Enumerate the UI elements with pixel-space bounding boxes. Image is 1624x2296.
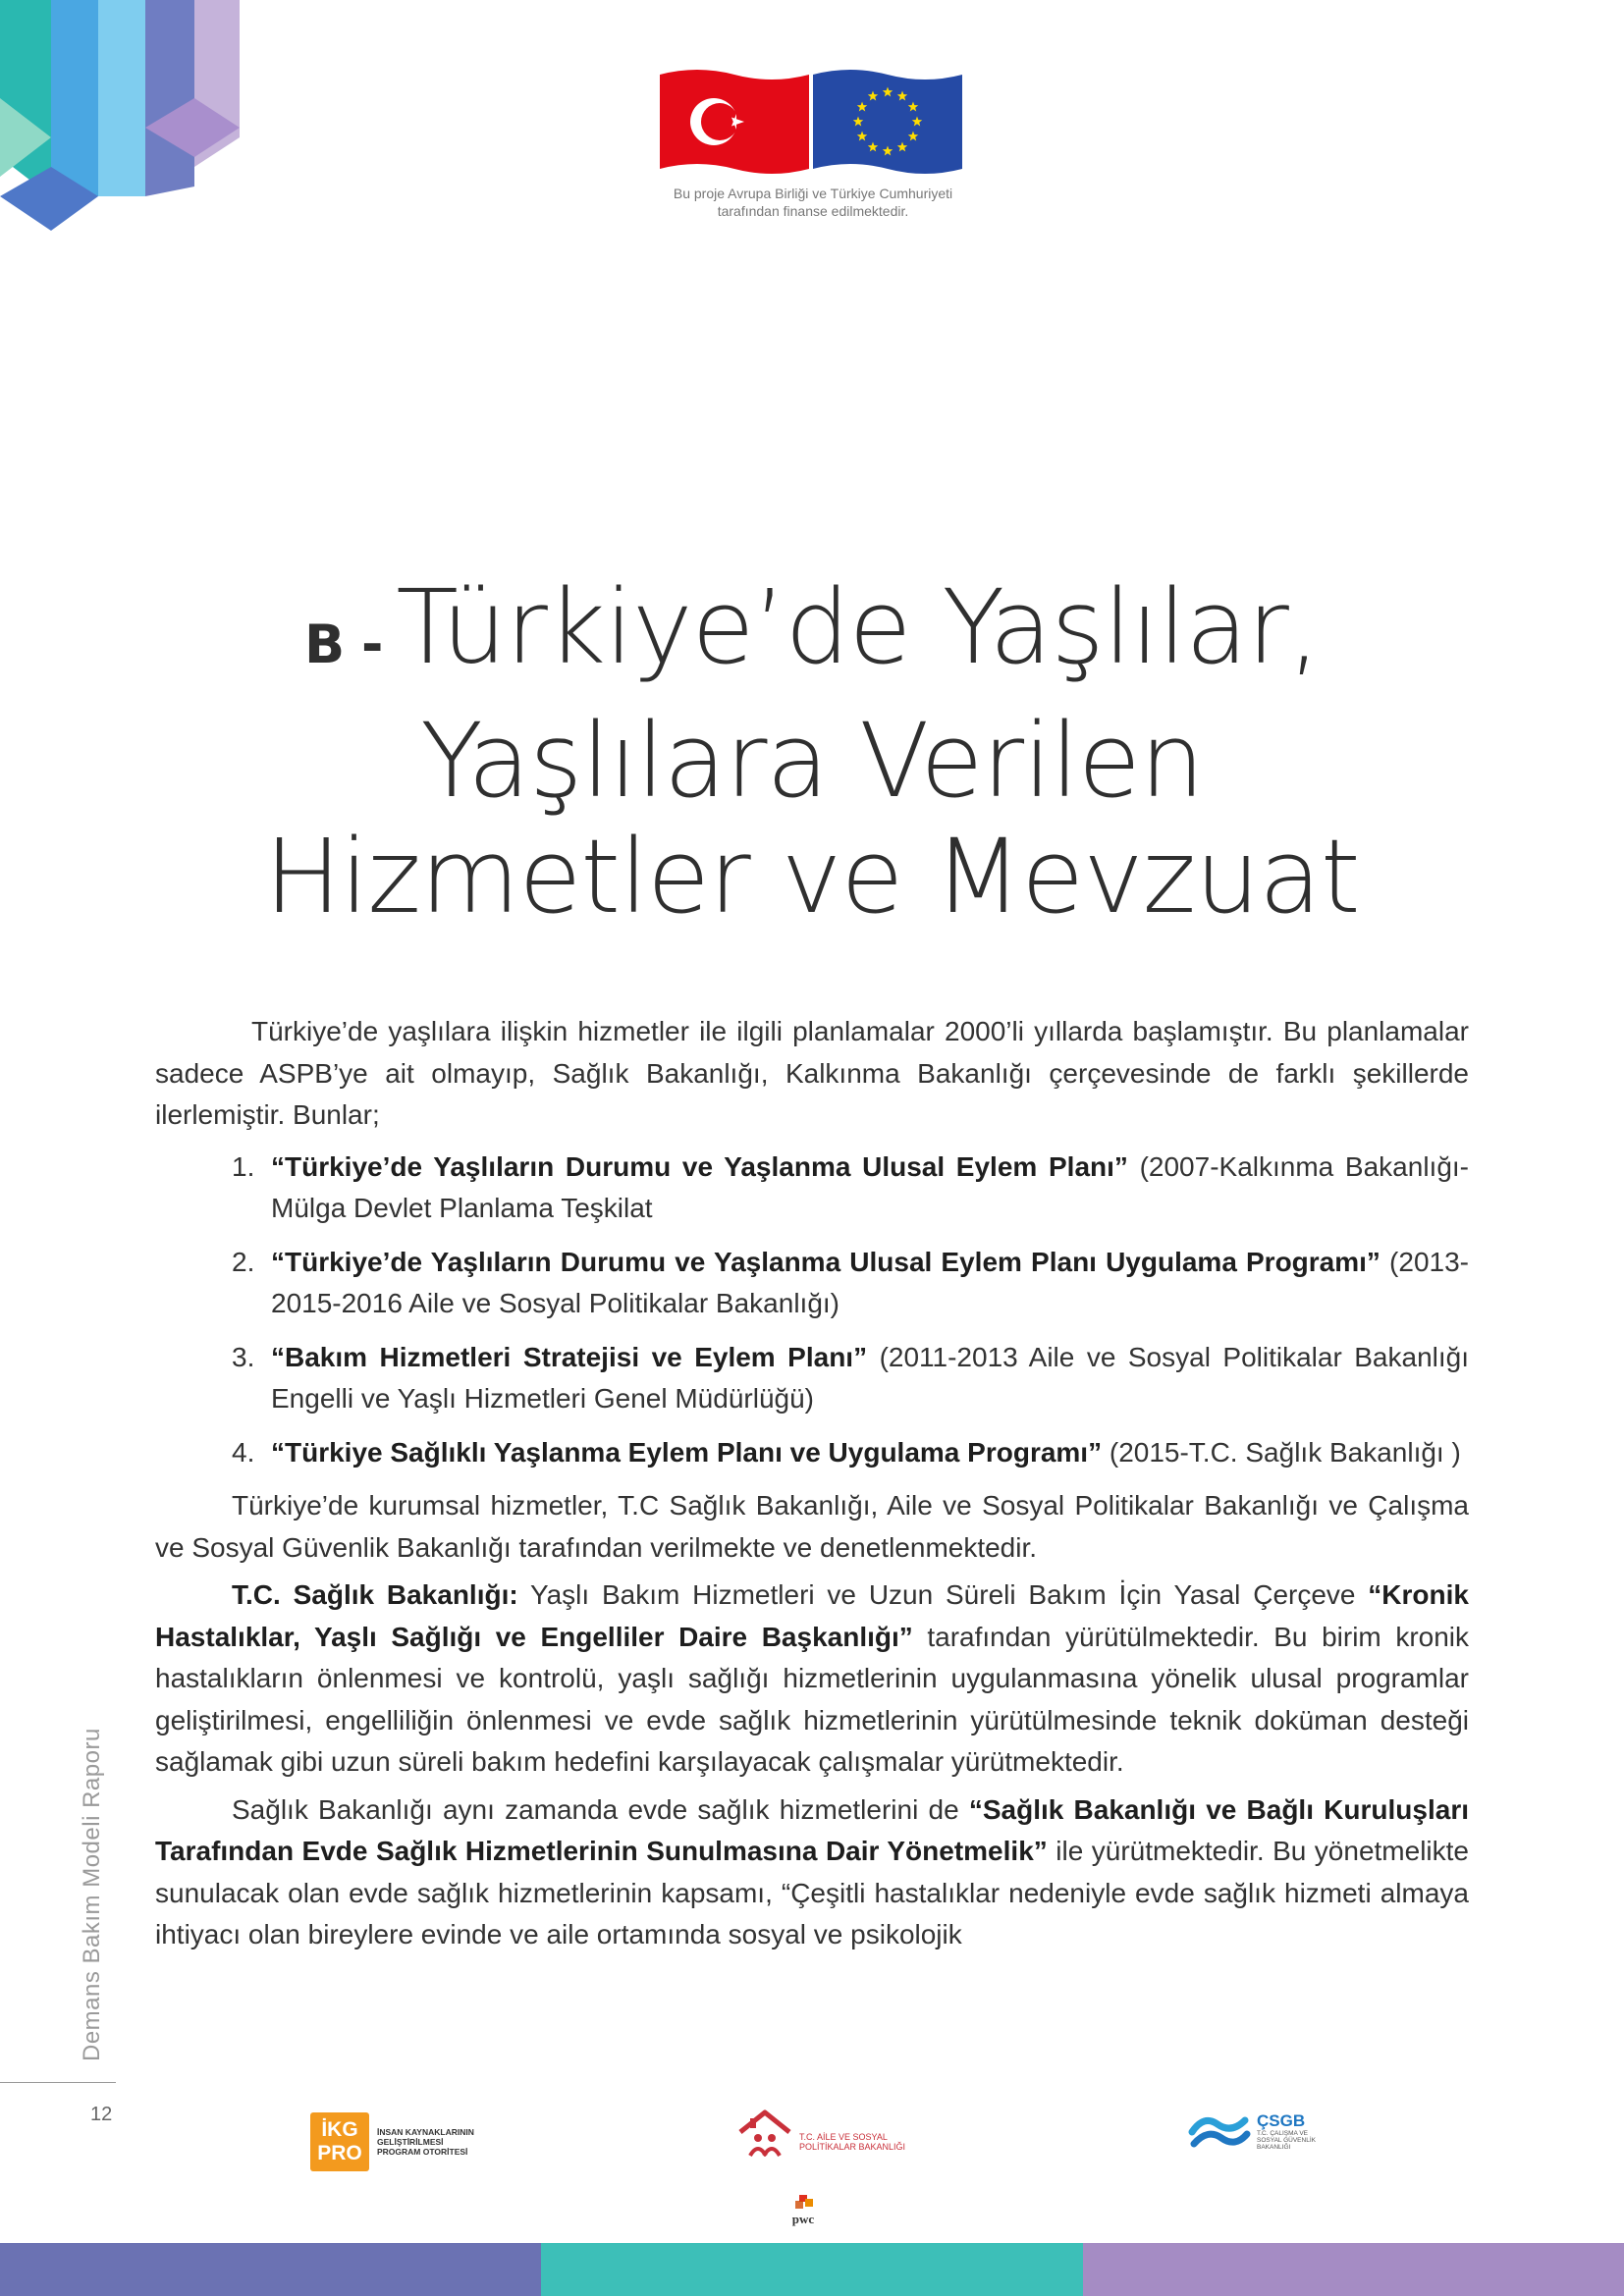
department-name: “Kronik Hastalıklar, Yaşlı Sağlığı ve Engelliler Daire Başkanlığı”: [155, 1579, 1469, 1652]
ikg-pro-text: İNSAN KAYNAKLARININ GELİŞTİRİLMESİ PROGRAM OTORİTESİ: [377, 2127, 474, 2157]
pwc-logo: pwc: [791, 2195, 815, 2227]
intro-paragraph: Türkiye’de yaşlılara ilişkin hizmetler ile ilgili planlamalar 2000’li yıllarda başlamıştır. Bu planlamalar sadece ASPB’ye ait olmayıp, Sağlık Bakanlığı, Kalkınma Bakanlığı çerçevesinde de farklı şekillerde ilerlemiştir. Bunlar;: [155, 1016, 1469, 1130]
institutions-paragraph: Türkiye’de kurumsal hizmetler, T.C Sağlık Bakanlığı, Aile ve Sosyal Politikalar Bakanlığı ve Çalışma ve Sosyal Güvenlik Bakanlığı tarafından verilmekte ve denetlenmektedir.: [155, 1490, 1469, 1563]
footer-color-bars: [0, 2243, 1624, 2296]
title-line1: Türkiye’de Yaşlılar,: [396, 567, 1320, 687]
ministry-label: T.C. Sağlık Bakanlığı:: [232, 1579, 518, 1610]
list-item: 3. “Bakım Hizmetleri Stratejisi ve Eylem Planı” (2011-2013 Aile ve Sosyal Politikalar Bakanlığı Engelli ve Yaşlı Hizmetleri Genel Müdürlüğü): [232, 1341, 1469, 1414]
aile-bakanligi-logo: [736, 2109, 907, 2158]
title-prefix: B -: [304, 614, 383, 675]
regulation-name: “Sağlık Bakanlığı ve Bağlı Kuruluşları Tarafından Evde Sağlık Hizmetlerinin Sunulmasına Dair Yönetmelik”: [155, 1793, 1469, 1866]
csgb-logo: [1188, 2110, 1316, 2152]
pwc-blocks-icon: [791, 2195, 815, 2211]
funding-note: [660, 185, 966, 220]
sidebar-divider: [0, 2082, 116, 2083]
list-item-title: “Türkiye’de Yaşlıların Durumu ve Yaşlanma Ulusal Eylem Planı”: [271, 1150, 1128, 1182]
funding-note-line1: Bu proje Avrupa Birliği ve Türkiye Cumhuriyeti: [673, 186, 953, 201]
footer-bar-teal: [541, 2243, 1082, 2296]
list-item-detail: (2013-2015-2016 Aile ve Sosyal Politikalar Bakanlığı): [271, 1246, 1469, 1318]
page-number: 12: [90, 2104, 113, 2125]
funding-note-line2: tarafından finanse edilmektedir.: [717, 203, 909, 219]
aile-bakanligi-text: T.C. AİLE VE SOSYAL POLİTİKALAR BAKANLIĞI: [799, 2132, 906, 2152]
list-item-detail: (2015-T.C. Sağlık Bakanlığı ): [1102, 1436, 1461, 1468]
ikg-pro-logo: [310, 2112, 485, 2171]
ikg-pro-icon: İKG PRO: [310, 2112, 369, 2171]
list-item: 1. “Türkiye’de Yaşlıların Durumu ve Yaşlanma Ulusal Eylem Planı” (2007-Kalkınma Bakanlığı-Mülga Devlet Planlama Teşkilat: [232, 1150, 1469, 1223]
turkey-flag-icon: [660, 67, 809, 177]
csgb-wave-icon: [1188, 2110, 1251, 2152]
home-care-paragraph: Sağlık Bakanlığı aynı zamanda evde sağlık hizmetlerini de “Sağlık Bakanlığı ve Bağlı Kuruluşları Tarafından Evde Sağlık Hizmetlerinin Sunulmasına Dair Yönetmelik” ile yürütmektedir. Bu yönetmelikte sunulacak olan evde sağlık hizmetlerinin kapsamı, “Çeşitli hastalıklar nedeniyle evde sağlık hizmeti almaya ihtiyacı olan bireylere evinde ve aile ortamında sosyal ve psikolojik: [155, 1793, 1469, 1949]
list-item-title: “Türkiye Sağlıklı Yaşlanma Eylem Planı ve Uygulama Programı”: [271, 1436, 1103, 1468]
list-item-detail: (2007-Kalkınma Bakanlığı-Mülga Devlet Planlama Teşkilat: [271, 1150, 1469, 1223]
body-text: [155, 1011, 1469, 1956]
house-family-icon: [736, 2109, 793, 2158]
list-item: 2. “Türkiye’de Yaşlıların Durumu ve Yaşlanma Ulusal Eylem Planı Uygulama Programı” (2013-2015-2016 Aile ve Sosyal Politikalar Bakanlığı): [232, 1246, 1469, 1318]
plan-list: [155, 1147, 1469, 1474]
list-item-title: “Bakım Hizmetleri Stratejisi ve Eylem Planı”: [271, 1341, 868, 1372]
corner-decoration: [0, 0, 245, 236]
page-title: [0, 569, 1624, 934]
title-line2: Yaşlılara Verilen: [420, 701, 1204, 821]
ministry-paragraph: T.C. Sağlık Bakanlığı: Yaşlı Bakım Hizmetleri ve Uzun Süreli Bakım İçin Yasal Çerçeve “Kronik Hastalıklar, Yaşlı Sağlığı ve Engelliler Daire Başkanlığı” tarafından yürütülmektedir. Bu birim kronik hastalıkların önlenmesi ve kontrolü, yaşlı sağlığı hizmetlerinin uygulanmasına yönelik ulusal programlar geliştirilmesi, engelliliğin önlenmesi ve evde sağlık hizmetlerinin yürütülmesinde teknik doküman desteği sağlamak gibi uzun süreli bakım hedefini karşılayacak çalışmalar yürütmektedir.: [155, 1579, 1470, 1777]
list-item-detail: (2011-2013 Aile ve Sosyal Politikalar Bakanlığı Engelli ve Yaşlı Hizmetleri Genel Müdürlüğü): [271, 1341, 1469, 1414]
footer-bar-lilac: [1083, 2243, 1624, 2296]
report-title-sidebar: Demans Bakım Modeli Raporu: [79, 1728, 105, 2061]
list-item-title: “Türkiye’de Yaşlıların Durumu ve Yaşlanma Ulusal Eylem Planı Uygulama Programı”: [271, 1246, 1380, 1277]
footer-bar-purple: [0, 2243, 541, 2296]
csgb-name: ÇSGB: [1257, 2110, 1306, 2130]
csgb-subtitle: T.C. ÇALIŞMA VE SOSYAL GÜVENLİK BAKANLIĞI: [1257, 2129, 1316, 2151]
funding-logo: [660, 67, 966, 220]
title-line3: Hizmetler ve Mevzuat: [264, 817, 1360, 936]
eu-flag-icon: [813, 67, 962, 177]
list-item: 4. “Türkiye Sağlıklı Yaşlanma Eylem Planı ve Uygulama Programı” (2015-T.C. Sağlık Bakanlığı ): [232, 1436, 1461, 1468]
